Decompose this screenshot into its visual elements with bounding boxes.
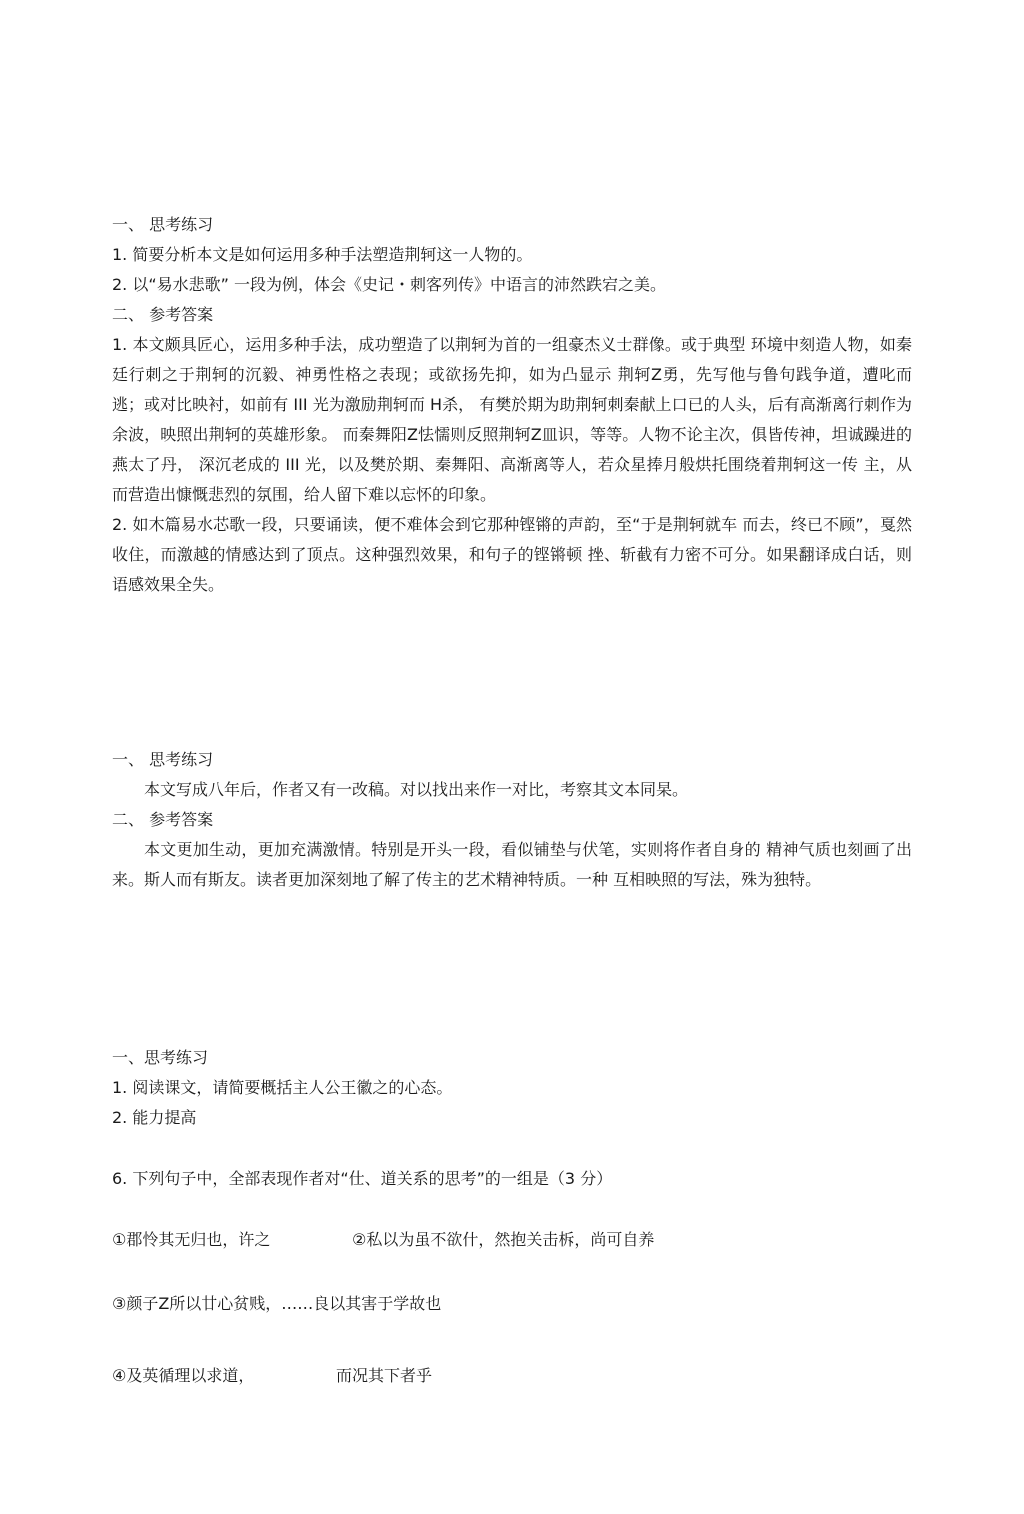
practice-text: 本文写成八年后，作者又有一改稿。对以找出来作一对比，考察其文本同杲。	[144, 780, 689, 799]
option-row-2	[112, 1289, 912, 1319]
heading-practice: 一、思考练习	[112, 1048, 209, 1067]
heading-practice: 一、 思考练习	[112, 750, 214, 769]
section-1	[112, 210, 912, 600]
question-6-stem: 6. 下列句子中，全部表现作者对“仕、道关系的思考”的一组是（3 分）	[112, 1169, 613, 1188]
option-row-1	[112, 1225, 912, 1255]
heading-practice: 一、 思考练习	[112, 215, 214, 234]
answer-2: 2. 如木篇易水芯歌一段，只要诵读，便不难体会到它那种铿锵的声韵，至“于是荆轲就车 而去，终已不顾”，戛然收住，而激越的情感达到了顶点。这种强烈效果，和句子的铿锵顿 挫、斩截有力密不可分。如果翻译成白话，则语感效果全失。	[112, 515, 912, 594]
option-1: ①郡怜其无归也，许之	[112, 1230, 271, 1249]
option-2: ②私以为虽不欲什，然抱关击柝，尚可自养	[352, 1230, 655, 1249]
question-1: 1. 阅读课文，请简要概括主人公王徽之的心态。	[112, 1078, 453, 1097]
section-2	[112, 745, 912, 895]
answer-1: 1. 本文颇具匠心，运用多种手法，成功塑造了以荆轲为首的一组豪杰义士群像。或于典型 环境中刻造人物，如秦廷行刺之于荆轲的沉毅、神勇性格之表现；或欲扬先抑，如为凸显示 荆轲Z勇，先写他与鲁句践争道，遭叱而逃；或对比映衬，如前有 III 光为激励荆轲而 H杀， 有樊於期为助荆轲刺秦献上口已的人头，后有高渐离行刺作为余波，映照出荆轲的英雄形象。 而秦舞阳Z怯懦则反照荆轲Z皿识，等等。人物不论主次，俱皆传神，坦诚躁进的燕太了丹， 深沉老成的 III 光，以及樊於期、秦舞阳、高渐离等人，若众星捧月般烘托围绕着荆轲这一传 主，从而营造出慷慨悲烈的氛围，给人留下难以忘怀的印象。	[112, 335, 912, 504]
option-4-continued: 而况其下者乎	[336, 1366, 433, 1385]
heading-answers: 二、 参考答案	[112, 810, 214, 829]
answer-text: 本文更加生动，更加充满激情。特别是开头一段，看似铺垫与伏笔，实则将作者自身的 精神气质也刻画了出来。斯人而有斯友。读者更加深刻地了解了传主的艺术精神特质。一种 互相映照的写法，殊为独特。	[112, 840, 912, 889]
option-4: ④及英循理以求道，	[112, 1366, 255, 1385]
question-1: 1. 简要分析本文是如何运用多种手法塑造荆轲这一人物的。	[112, 245, 533, 264]
question-6	[112, 1164, 912, 1194]
heading-answers: 二、 参考答案	[112, 305, 214, 324]
option-row-3	[112, 1361, 912, 1391]
section-3	[112, 1043, 912, 1133]
question-2: 2. 以“易水悲歌” 一段为例，体会《史记・刺客列传》中语言的沛然跌宕之美。	[112, 275, 667, 294]
question-2: 2. 能力提高	[112, 1108, 197, 1127]
option-3: ③颜子Z所以廿心贫贱，……良以其害于学故也	[112, 1294, 442, 1313]
